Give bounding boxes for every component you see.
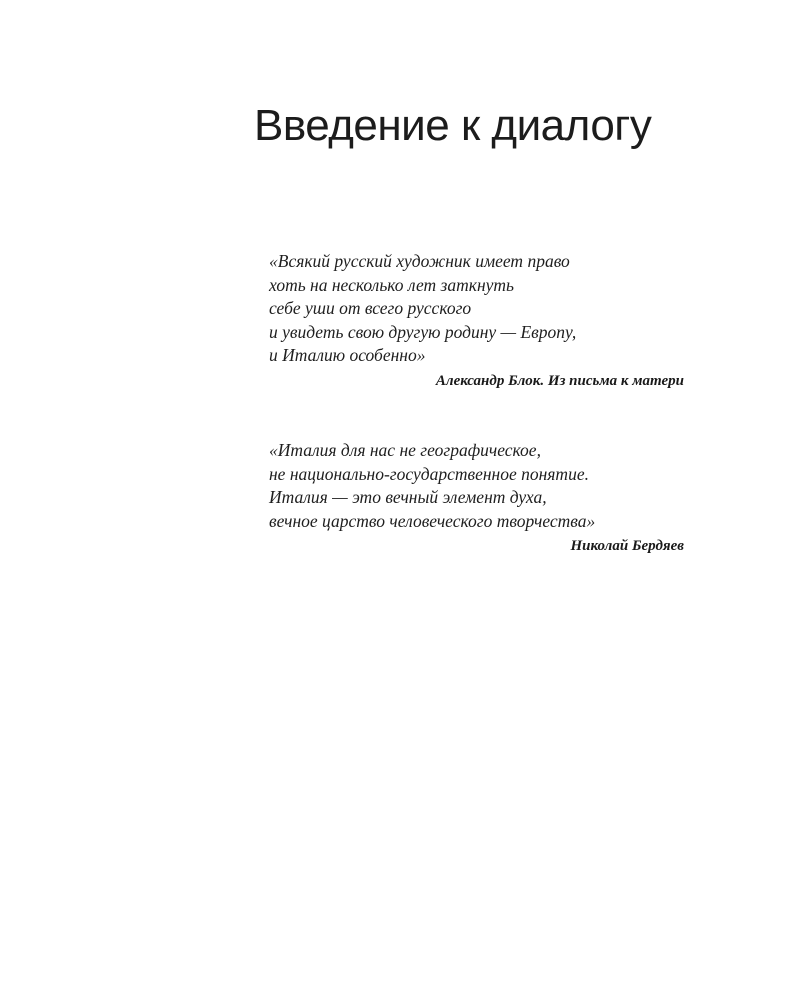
epigraph-blok [269,250,684,391]
chapter-title: Введение к диалогу [254,101,652,150]
quote-line: Италия — это вечный элемент духа, [269,487,547,507]
quote-line: и увидеть свою другую родину — Европу, [269,321,577,342]
quote-line: «Всякий русский художник имеет право [269,251,570,271]
epigraph-berdyaev [269,439,684,556]
epigraph-attribution: Александр Блок. Из письма к матери [435,372,684,389]
epigraph-quote [269,439,684,533]
quote-line: «Италия для нас не географическое, [269,440,541,460]
quote-line: вечное царство человеческого творчества» [269,510,596,531]
quote-line: и Италию особенно» [269,345,426,365]
quote-line: не национально-государственное понятие. [269,463,589,484]
quote-line: себе уши от всего русского [269,298,472,318]
epigraph-attribution: Николай Бердяев [570,538,684,554]
quote-line: хоть на несколько лет заткнуть [269,274,514,295]
epigraph-quote [269,250,684,368]
